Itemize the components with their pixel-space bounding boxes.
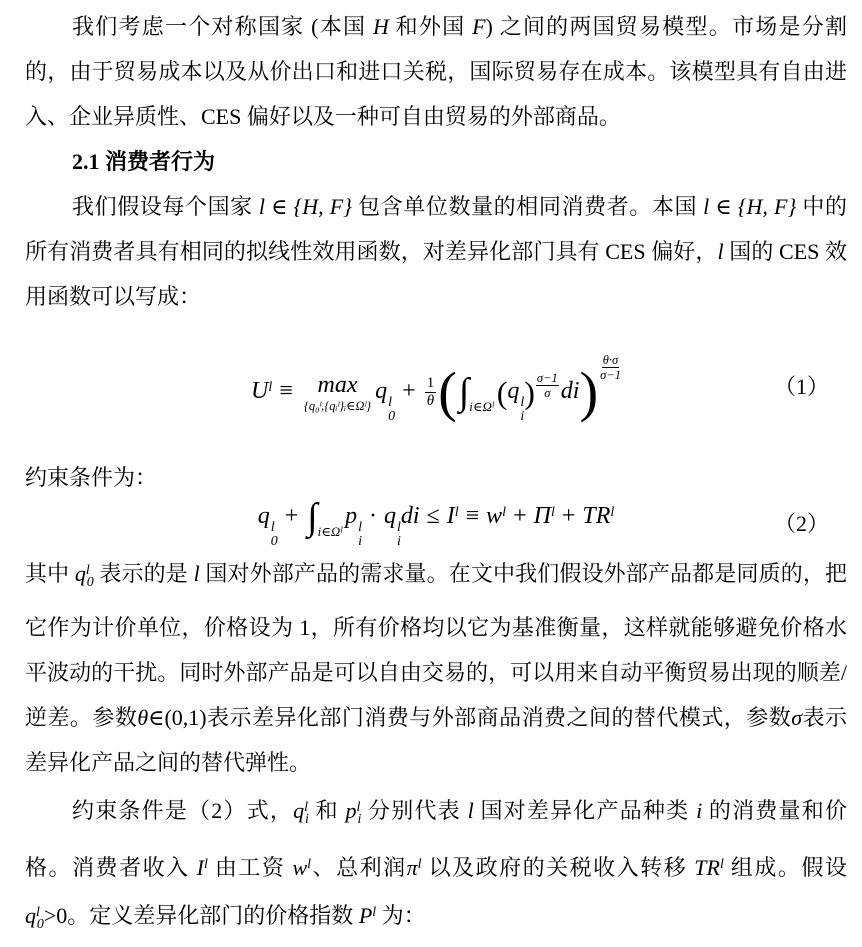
text-seg: 我们考虑一个对称国家 (本国 bbox=[72, 14, 373, 39]
sup-l: l bbox=[372, 905, 377, 920]
sub-0: 0 bbox=[36, 917, 44, 932]
var-I: I bbox=[196, 855, 204, 880]
text-seg: 国对外部产品的需求量。在文中我们假设外部产品都是同质的，把它作为计价单位，价格设为 1，所有价格均以它为基准衡量，这样就能够避免价格水平波动的干扰。同时外部产品是可以自由交易的，可以用来自动平衡贸易出现的顺差/逆差。参数 bbox=[25, 561, 847, 730]
var-theta: θ bbox=[137, 705, 149, 730]
var-set: l ∈ {H, F} bbox=[258, 194, 352, 219]
differential-di: di bbox=[400, 502, 420, 529]
var-qi: q bbox=[383, 502, 396, 529]
var-U: U bbox=[251, 377, 269, 404]
right-paren: ) bbox=[524, 374, 535, 411]
text-seg: 包含单位数量的相同消费者。本国 bbox=[352, 194, 704, 219]
sup-l: l bbox=[268, 379, 273, 395]
fraction-1-theta: $\frac{1}{\theta}$ bbox=[426, 375, 435, 409]
big-right-paren: ) bbox=[579, 361, 599, 424]
var-q0: q bbox=[375, 377, 388, 404]
sup-l: l bbox=[85, 563, 90, 578]
sup-l: l bbox=[502, 504, 507, 520]
equation-2 bbox=[25, 496, 847, 549]
sup-l: l bbox=[307, 857, 312, 872]
equation-2-number: （2） bbox=[773, 511, 829, 536]
paragraph-intro bbox=[25, 4, 847, 139]
var-sigma: σ bbox=[791, 705, 803, 730]
var-q: q bbox=[74, 561, 86, 586]
sup-l: l bbox=[719, 857, 724, 872]
text-seg: 为： bbox=[376, 903, 426, 928]
integral-domain: i∈Ωˡ bbox=[317, 523, 343, 539]
var-qi: q bbox=[507, 377, 520, 404]
var-TR: TR bbox=[694, 855, 720, 880]
big-left-paren: ( bbox=[438, 361, 457, 424]
paragraph-numeraire bbox=[25, 548, 847, 785]
equation-1-number: （1） bbox=[773, 374, 829, 399]
constraint-label: 约束条件为： bbox=[25, 465, 158, 490]
var-H: H bbox=[372, 14, 389, 39]
var-l: l bbox=[193, 561, 200, 586]
text-seg: 、总利润 bbox=[311, 855, 407, 880]
text-seg: 以及政府的关税收入转移 bbox=[421, 855, 695, 880]
text-seg: 国的 CES 效用函数可以写成： bbox=[25, 239, 847, 309]
var-i: i bbox=[696, 798, 703, 823]
differential-di: di bbox=[560, 377, 580, 404]
text-seg: 和 bbox=[308, 798, 346, 823]
sup-l: l bbox=[417, 857, 422, 872]
sup-l: l bbox=[610, 504, 615, 520]
left-paren: ( bbox=[496, 374, 508, 411]
var-l: l bbox=[467, 798, 474, 823]
var-Pi: Π bbox=[533, 502, 551, 529]
text-seg: 我们假设每个国家 bbox=[72, 194, 259, 219]
equiv-sign: ≡ bbox=[465, 502, 480, 529]
section-heading: 2.1 消费者行为 bbox=[72, 149, 216, 174]
exponent-sigma: $\frac{\sigma-1}{\sigma}$ bbox=[536, 370, 558, 401]
text-seg: ∈(0,1) bbox=[148, 705, 207, 730]
text-seg: 国对差异化产品种类 bbox=[473, 798, 697, 823]
plus-sign: + bbox=[284, 502, 299, 529]
text-seg: 表示的是 bbox=[93, 561, 194, 586]
sup-l: l bbox=[36, 905, 40, 920]
text-seg: ) 之间的两国贸易模型。市场是分割的，由于贸易成本以及从价出口和进口关税，国际贸易存在成本。该模型具有自由进入、企业异质性、CES 偏好以及一种可自由贸易的外部商品。 bbox=[25, 14, 847, 129]
sup-l: l bbox=[356, 800, 361, 815]
text-seg: 和外国 bbox=[388, 14, 473, 39]
var-I: I bbox=[446, 502, 455, 529]
plus-sign: + bbox=[402, 377, 416, 404]
text-seg: 分别代表 bbox=[361, 798, 468, 823]
equation-2-body bbox=[257, 496, 615, 549]
supsub-qi: l i bbox=[520, 394, 525, 424]
exponent-theta-sigma: $\frac{\theta\cdot\sigma}{\sigma-1}$ bbox=[600, 352, 621, 383]
equation-1 bbox=[25, 319, 847, 455]
leq-sign: ≤ bbox=[426, 502, 440, 529]
sup-l: l bbox=[304, 800, 309, 815]
var-p: p bbox=[345, 502, 358, 529]
text-seg: 中的所有消费者具有相同的拟线性效用函数，对差异化部门具有 CES 偏好， bbox=[25, 194, 847, 264]
sup-l: l bbox=[454, 504, 459, 520]
max-operator: max {q₀ˡ,{qᵢˡ}ᵢ∈Ωˡ} bbox=[303, 371, 372, 413]
text-seg: 其中 bbox=[25, 561, 75, 586]
var-P: P bbox=[358, 903, 373, 928]
text-seg: 表示差异化部门消费与外部商品消费之间的替代模式，参数 bbox=[206, 705, 792, 730]
sub-0: 0 bbox=[86, 575, 94, 590]
text-seg: 组成。假设 bbox=[723, 855, 847, 880]
var-w: w bbox=[292, 855, 308, 880]
plus-sign: + bbox=[561, 502, 576, 529]
var-set: l ∈ {H, F} bbox=[703, 194, 797, 219]
equiv-sign: ≡ bbox=[279, 377, 293, 404]
paragraph-budget bbox=[25, 785, 847, 947]
sub-i: i bbox=[305, 812, 309, 827]
equation-1-body bbox=[251, 353, 621, 424]
supsub-q0: l 0 bbox=[388, 394, 396, 424]
var-q: q bbox=[25, 903, 36, 928]
plus-sign: + bbox=[513, 502, 527, 529]
sup-l: l bbox=[203, 857, 208, 872]
supsub-p: l i bbox=[358, 519, 362, 549]
var-TR: TR bbox=[582, 502, 611, 529]
text-seg: 约束条件是（2）式， bbox=[72, 798, 294, 823]
var-q: q bbox=[293, 798, 305, 823]
cdot-sign: · bbox=[368, 502, 377, 529]
var-l: l bbox=[717, 239, 724, 264]
var-p: p bbox=[345, 798, 357, 823]
supsub-q0: l 0 bbox=[270, 519, 278, 549]
var-F: F bbox=[472, 14, 486, 39]
sub-i: i bbox=[357, 812, 362, 827]
text-seg: >0。定义差异化部门的价格指数 bbox=[43, 903, 359, 928]
text-seg: 表示差异化产品之间的替代弹性。 bbox=[25, 705, 847, 775]
integral-domain: i∈Ωˡ bbox=[469, 398, 494, 414]
text-seg: 的消费量和价格。消费者收入 bbox=[25, 798, 847, 880]
text-seg: 由工资 bbox=[207, 855, 293, 880]
integral-sign: ∫ bbox=[458, 371, 470, 414]
paragraph-consumer bbox=[25, 184, 847, 319]
var-w: w bbox=[486, 502, 503, 529]
supsub-qi: l i bbox=[396, 519, 401, 549]
var-q0: q bbox=[257, 502, 270, 529]
var-pi: π bbox=[406, 855, 418, 880]
sup-l: l bbox=[550, 504, 555, 520]
integral-sign: ∫ bbox=[307, 496, 318, 539]
